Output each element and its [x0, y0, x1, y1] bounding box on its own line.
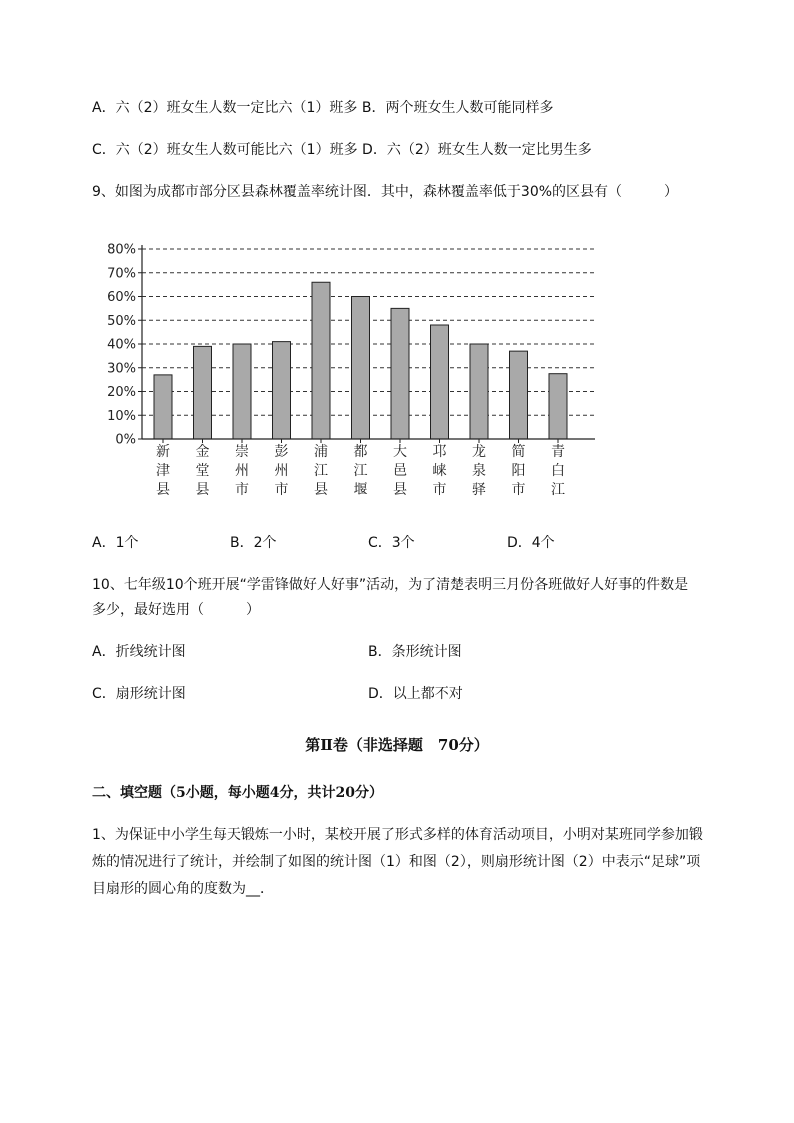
q8-option-cd: C．六（2）班女生人数可能比六（1）班多 D．六（2）班女生人数一定比男生多 — [92, 142, 592, 158]
fill1-line3: 目扇形的圆心角的度数为__． — [92, 881, 274, 897]
x-tick-label: 金堂县 — [195, 444, 210, 498]
q9-option-a: A．1个 — [92, 535, 139, 551]
q9-option-d: D．4个 — [507, 535, 555, 551]
part2-title: 第Ⅱ卷（非选择题 70分） — [305, 736, 489, 754]
y-axis-ticks — [107, 243, 142, 448]
x-tick-label: 大邑县 — [393, 444, 407, 498]
x-tick-label: 龙泉驿 — [472, 444, 486, 498]
y-tick-label: 0% — [115, 432, 136, 448]
q10-option-b: B．条形统计图 — [368, 644, 462, 660]
x-tick-label: 简阳市 — [511, 444, 526, 498]
q10-stem-line1: 10、七年级10个班开展“学雷锋做好人好事”活动，为了清楚表明三月份各班做好人好事的件数是 — [92, 577, 689, 593]
q9-option-c: C．3个 — [368, 535, 415, 551]
y-tick-label: 50% — [107, 313, 136, 329]
forest-coverage-bar-chart — [95, 232, 605, 502]
x-tick-label: 彭州市 — [274, 444, 289, 498]
x-tick-label: 新津县 — [156, 444, 170, 498]
x-tick-label: 浦江县 — [314, 444, 328, 498]
x-axis-labels — [156, 439, 565, 498]
y-tick-label: 70% — [107, 266, 136, 282]
y-tick-label: 80% — [107, 242, 136, 258]
bar — [549, 374, 567, 439]
y-tick-label: 10% — [107, 408, 136, 424]
q9-option-b: B．2个 — [230, 535, 277, 551]
q10-option-c: C．扇形统计图 — [92, 686, 186, 702]
bar — [194, 346, 212, 439]
q10-option-a: A．折线统计图 — [92, 644, 186, 660]
bar — [431, 325, 449, 439]
bar — [233, 344, 251, 439]
bar — [391, 308, 409, 439]
x-tick-label: 邛崃市 — [432, 444, 447, 498]
section-title: 二、填空题（5小题，每小题4分，共计20分） — [92, 785, 383, 801]
bar — [154, 375, 172, 439]
q8-option-ab: A．六（2）班女生人数一定比六（1）班多 B．两个班女生人数可能同样多 — [92, 100, 554, 116]
bar — [352, 297, 370, 440]
fill1-line2: 炼的情况进行了统计，并绘制了如图的统计图（1）和图（2），则扇形统计图（2）中表示“足球”项 — [92, 854, 701, 870]
y-tick-label: 30% — [107, 361, 136, 377]
bar — [312, 282, 330, 439]
x-tick-label: 崇州市 — [235, 444, 249, 498]
q10-stem-line2: 多少，最好选用（ ） — [92, 602, 260, 618]
y-tick-label: 40% — [107, 337, 136, 353]
bar — [470, 344, 488, 439]
bar — [510, 351, 528, 439]
fill1-line1: 1、为保证中小学生每天锻炼一小时，某校开展了形式多样的体育活动项目，小明对某班同学参加锻 — [92, 827, 703, 843]
bar — [273, 342, 291, 439]
x-tick-label: 都江堰 — [353, 444, 368, 498]
y-tick-label: 20% — [107, 385, 136, 400]
x-tick-label: 青白江 — [551, 444, 565, 498]
y-tick-label: 60% — [107, 290, 136, 305]
q10-option-d: D．以上都不对 — [368, 686, 463, 702]
q9-stem: 9、如图为成都市部分区县森林覆盖率统计图．其中，森林覆盖率低于30%的区县有（ ） — [92, 184, 679, 200]
